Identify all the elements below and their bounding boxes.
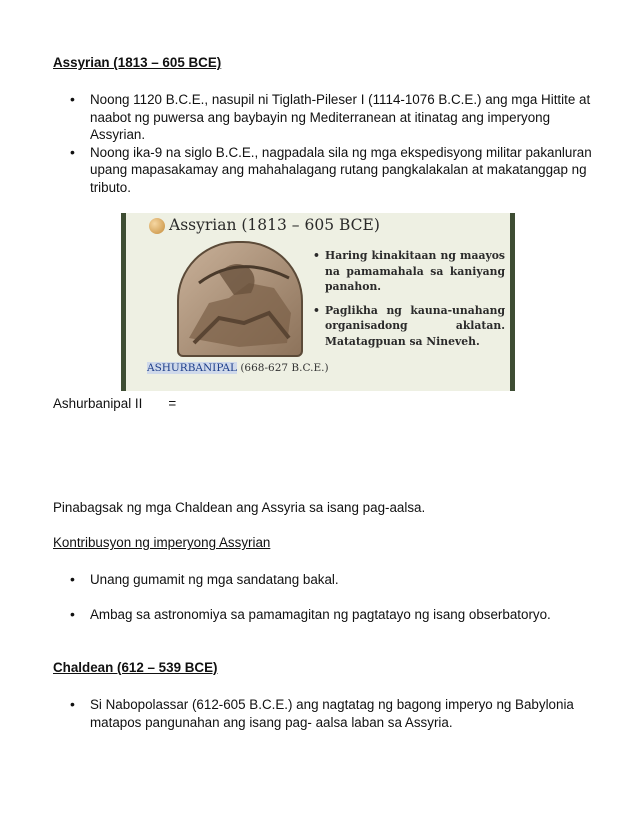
bullet-icon: • bbox=[70, 91, 75, 107]
ashurbanipal-slide-image bbox=[121, 213, 515, 391]
title-orb-icon bbox=[149, 218, 165, 234]
list-item: • Haring kinakitaan ng maayos na pamamahala sa kaniyang panahon. bbox=[313, 248, 505, 295]
chaldean-bullet-list bbox=[0, 696, 600, 731]
assyrian-heading: Assyrian (1813 – 605 BCE) bbox=[53, 55, 222, 70]
list-item: • Noong 1120 B.C.E., nasupil ni Tiglath-Pileser I (1114-1076 B.C.E.) ang mga Hittite at naabot ng puwersa ang baybayin ng Mediterranean at itinatag ang imperyong Assyrian. bbox=[70, 91, 591, 142]
body-paragraph: Pinabagsak ng mga Chaldean ang Assyria sa isang pag-aalsa. bbox=[53, 500, 426, 515]
ashurbanipal-relief-image bbox=[177, 241, 303, 357]
list-item: • Si Nabopolassar (612-605 B.C.E.) ang nagtatag ng bagong imperyo ng Babylonia matapos pangunahan ang isang pag- aalsa laban sa Assyria. bbox=[70, 696, 574, 730]
caption-years: (668-627 B.C.E.) bbox=[240, 362, 329, 374]
contributions-bullet-list-2 bbox=[0, 606, 600, 624]
bullet-icon: • bbox=[70, 606, 75, 622]
figure-title: Assyrian (1813 – 605 BCE) bbox=[169, 216, 380, 234]
contributions-bullet-list bbox=[0, 571, 600, 589]
list-item: • Ambag sa astronomiya sa pamamagitan ng pagtatayo ng isang obserbatoryo. bbox=[70, 606, 551, 622]
list-item: • Unang gumamit ng mga sandatang bakal. bbox=[70, 571, 339, 587]
bullet-icon: • bbox=[70, 696, 75, 712]
contributions-heading: Kontribusyon ng imperyong Assyrian bbox=[53, 535, 271, 550]
figure-bullet-list bbox=[313, 248, 505, 357]
bullet-icon: • bbox=[70, 143, 75, 160]
ashurbanipal-line: Ashurbanipal II = bbox=[53, 396, 177, 411]
figure-left-border bbox=[121, 213, 126, 391]
chaldean-heading: Chaldean (612 – 539 BCE) bbox=[53, 660, 218, 675]
figure-caption bbox=[147, 362, 329, 374]
bullet-icon: • bbox=[70, 571, 75, 587]
list-item: • Paglikha ng kauna-unahang organisadong aklatan. Matatagpuan sa Nineveh. bbox=[313, 303, 505, 350]
figure-right-border bbox=[510, 213, 515, 391]
list-item: • Noong ika-9 na siglo B.C.E., nagpadala sila ng mga ekspedisyong militar pakanluran upang mapasakamay ang mahahalagang rutang pangkalakalan at makatanggap ng tributo. bbox=[70, 143, 592, 195]
caption-name: ASHURBANIPAL bbox=[147, 362, 237, 374]
assyrian-bullet-list bbox=[0, 91, 600, 196]
